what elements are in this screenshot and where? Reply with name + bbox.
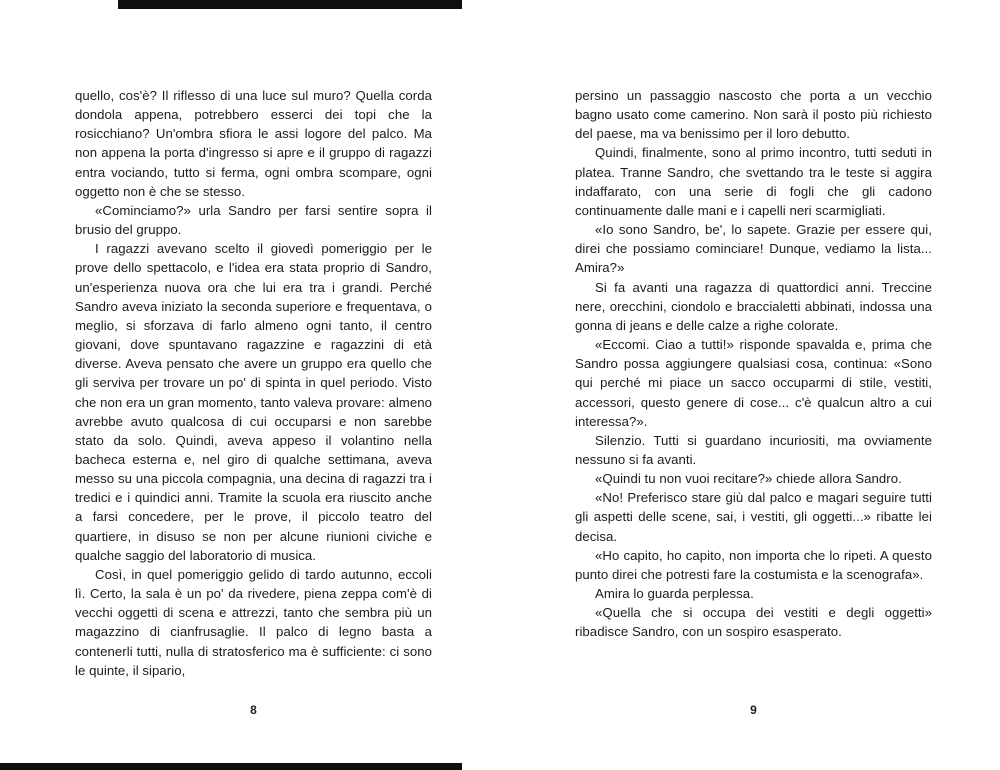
paragraph: Quindi, finalmente, sono al primo incontro, tutti seduti in platea. Tranne Sandro, che svettando tra le teste si aggira indaffarato, con una serie di fogli che gli cadono continuamente dalle mani e i capelli neri scarmigliati. <box>575 145 932 218</box>
paragraph: «Ho capito, ho capito, non importa che lo ripeti. A questo punto direi che potresti fare la costumista e la scenografa». <box>575 547 932 582</box>
page-number-left: 8 <box>250 703 257 717</box>
paragraph: persino un passaggio nascosto che porta a un vecchio bagno usato come camerino. Non sarà il posto più richiesto del paese, ma va benissimo per il loro debutto. <box>575 88 932 142</box>
paragraph: «Quindi tu non vuoi recitare?» chiede allora Sandro. <box>595 471 902 487</box>
paragraph: Silenzio. Tutti si guardano incuriositi, ma ovviamente nessuno si fa avanti. <box>575 432 932 467</box>
paragraph: «Eccomi. Ciao a tutti!» risponde spavalda e, prima che Sandro possa aggiungere qualsiasi cosa, continua: «Sono qui perché mi piace un sacco occuparmi di stile, vestiti, accessori, questo genere di cose... c'è qualcun altro a cui interessa?». <box>575 337 932 429</box>
paragraph: quello, cos'è? Il riflesso di una luce sul muro? Quella corda dondola appena, potrebbero esserci dei topi che la rosicchiano? Un'ombra sfiora le assi logore del palco. Ma non appena la porta d'ingresso si apre e il gruppo di ragazzi entra vociando, tutto si ferma, ogni ombra scompare, ogni oggetto non è che se stesso. <box>75 88 432 199</box>
paragraph: Si fa avanti una ragazza di quattordici anni. Treccine nere, orecchini, ciondolo e braccialetti abbinati, indossa una gonna di jeans e delle calze a righe colorate. <box>575 279 932 333</box>
top-edge-bar <box>118 0 462 9</box>
page-right-text <box>575 86 932 642</box>
paragraph: Così, in quel pomeriggio gelido di tardo autunno, eccoli lì. Certo, la sala è un po' da rivedere, piena zeppa com'è di vecchi oggetti di scena e attrezzi, tanto che sembra più un magazzino di cianfrusaglie. Il palco di legno basta a contenerli tutti, nulla di stratosferico ma è sufficiente: ci sono le quinte, il sipario, <box>75 566 432 678</box>
paragraph: «Io sono Sandro, be', lo sapete. Grazie per essere qui, direi che possiamo cominciare! Dunque, vediamo la lista... Amira?» <box>575 222 932 276</box>
paragraph: «No! Preferisco stare giù dal palco e magari seguire tutti gli aspetti delle scene, sai, i vestiti, gli oggetti...» ribatte lei decisa. <box>575 490 932 544</box>
paragraph: Amira lo guarda perplessa. <box>595 586 754 602</box>
paragraph: «Quella che si occupa dei vestiti e degli oggetti» ribadisce Sandro, con un sospiro esasperato. <box>575 605 932 640</box>
page-left-text <box>75 86 432 680</box>
bottom-edge-bar <box>0 763 462 770</box>
paragraph: I ragazzi avevano scelto il giovedì pomeriggio per le prove dello spettacolo, e l'idea era stata proprio di Sandro, un'esperienza nuova ora che lui era tra i grandi. Perché Sandro aveva iniziato la seconda superiore e frequentava, o meglio, si sforzava di farlo almeno ogni tanto, il centro giovani, dove spuntavano ragazzine e ragazzini di età diverse. Aveva pensato che avere un gruppo era quello che gli serviva per trovare un po' di spinta in quel periodo. Visto che non era un gran momento, tanto valeva provare: almeno avrebbe avuto qualcosa di cui occuparsi e non sarebbe stato da solo. Quindi, aveva appeso il volantino nella bacheca esterna e, nel giro di qualche settimana, aveva messo su una piccola compagnia, una decina di ragazzi tra i tredici e i quindici anni. Tramite la scuola era riuscito anche a farsi concedere, per le prove, il piccolo teatro del quartiere, in disuso se non per alcune riunioni civiche e qualche saggio del laboratorio di musica. <box>75 241 432 563</box>
page-number-right: 9 <box>750 703 757 717</box>
paragraph: «Cominciamo?» urla Sandro per farsi sentire sopra il brusio del gruppo. <box>75 202 432 238</box>
